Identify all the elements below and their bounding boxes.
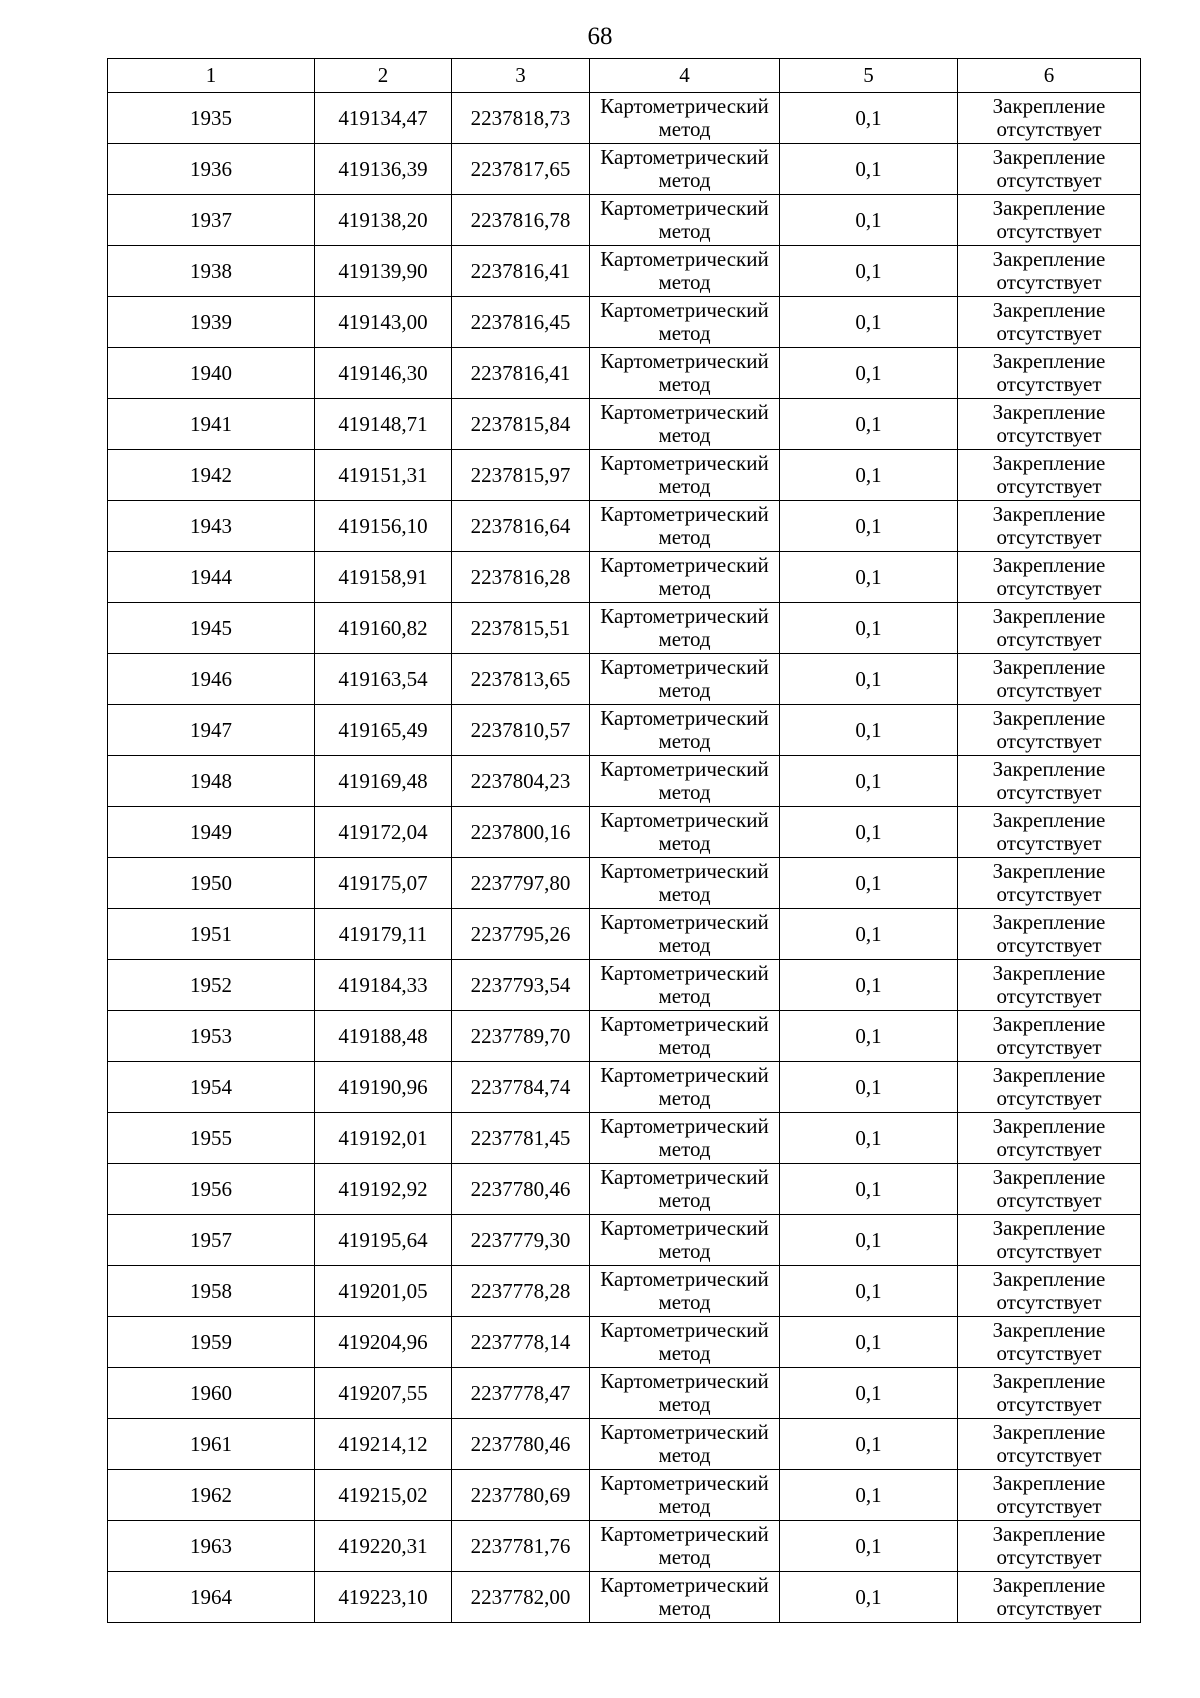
table-row (108, 552, 1141, 603)
cell-method: Картометрический метод (590, 654, 780, 705)
cell-fixing: Закрепление отсутствует (958, 93, 1141, 144)
cell-coordinate-x: 419169,48 (315, 756, 452, 807)
cell-coordinate-x: 419134,47 (315, 93, 452, 144)
cell-method: Картометрический метод (590, 1317, 780, 1368)
table-header-row (108, 59, 1141, 93)
cell-point-number: 1945 (108, 603, 315, 654)
cell-method: Картометрический метод (590, 909, 780, 960)
cell-fixing: Закрепление отсутствует (958, 705, 1141, 756)
cell-accuracy: 0,1 (780, 1011, 958, 1062)
cell-coordinate-x: 419172,04 (315, 807, 452, 858)
cell-accuracy: 0,1 (780, 399, 958, 450)
cell-coordinate-x: 419214,12 (315, 1419, 452, 1470)
cell-coordinate-x: 419156,10 (315, 501, 452, 552)
cell-point-number: 1963 (108, 1521, 315, 1572)
cell-fixing: Закрепление отсутствует (958, 450, 1141, 501)
cell-method: Картометрический метод (590, 450, 780, 501)
cell-accuracy: 0,1 (780, 1572, 958, 1623)
cell-coordinate-y: 2237778,14 (452, 1317, 590, 1368)
cell-fixing: Закрепление отсутствует (958, 1011, 1141, 1062)
header-cell-5: 5 (780, 59, 958, 93)
cell-coordinate-y: 2237813,65 (452, 654, 590, 705)
cell-coordinate-y: 2237815,97 (452, 450, 590, 501)
cell-method: Картометрический метод (590, 756, 780, 807)
cell-point-number: 1955 (108, 1113, 315, 1164)
cell-coordinate-x: 419207,55 (315, 1368, 452, 1419)
table-row (108, 1113, 1141, 1164)
cell-method: Картометрический метод (590, 807, 780, 858)
cell-fixing: Закрепление отсутствует (958, 1164, 1141, 1215)
cell-coordinate-y: 2237816,41 (452, 246, 590, 297)
cell-accuracy: 0,1 (780, 1062, 958, 1113)
cell-point-number: 1938 (108, 246, 315, 297)
table-row (108, 960, 1141, 1011)
cell-method: Картометрический метод (590, 705, 780, 756)
cell-coordinate-y: 2237816,28 (452, 552, 590, 603)
cell-accuracy: 0,1 (780, 1113, 958, 1164)
cell-coordinate-x: 419151,31 (315, 450, 452, 501)
cell-coordinate-x: 419190,96 (315, 1062, 452, 1113)
cell-accuracy: 0,1 (780, 1164, 958, 1215)
cell-method: Картометрический метод (590, 1266, 780, 1317)
header-cell-2: 2 (315, 59, 452, 93)
cell-point-number: 1951 (108, 909, 315, 960)
table-row (108, 1572, 1141, 1623)
cell-coordinate-x: 419163,54 (315, 654, 452, 705)
cell-method: Картометрический метод (590, 1011, 780, 1062)
cell-coordinate-y: 2237816,78 (452, 195, 590, 246)
cell-coordinate-x: 419139,90 (315, 246, 452, 297)
cell-method: Картометрический метод (590, 246, 780, 297)
cell-method: Картометрический метод (590, 1572, 780, 1623)
cell-point-number: 1935 (108, 93, 315, 144)
cell-coordinate-y: 2237780,46 (452, 1164, 590, 1215)
header-cell-4: 4 (590, 59, 780, 93)
cell-accuracy: 0,1 (780, 348, 958, 399)
cell-coordinate-x: 419175,07 (315, 858, 452, 909)
table-row (108, 399, 1141, 450)
cell-method: Картометрический метод (590, 501, 780, 552)
cell-coordinate-y: 2237781,45 (452, 1113, 590, 1164)
table-row (108, 501, 1141, 552)
cell-accuracy: 0,1 (780, 960, 958, 1011)
cell-coordinate-y: 2237778,47 (452, 1368, 590, 1419)
cell-accuracy: 0,1 (780, 1521, 958, 1572)
cell-point-number: 1947 (108, 705, 315, 756)
cell-coordinate-y: 2237780,46 (452, 1419, 590, 1470)
cell-point-number: 1948 (108, 756, 315, 807)
table-row (108, 450, 1141, 501)
cell-fixing: Закрепление отсутствует (958, 858, 1141, 909)
cell-fixing: Закрепление отсутствует (958, 1113, 1141, 1164)
cell-point-number: 1959 (108, 1317, 315, 1368)
cell-method: Картометрический метод (590, 348, 780, 399)
cell-point-number: 1960 (108, 1368, 315, 1419)
cell-coordinate-y: 2237810,57 (452, 705, 590, 756)
cell-point-number: 1941 (108, 399, 315, 450)
header-cell-1: 1 (108, 59, 315, 93)
cell-fixing: Закрепление отсутствует (958, 297, 1141, 348)
cell-point-number: 1949 (108, 807, 315, 858)
table-row (108, 1470, 1141, 1521)
cell-method: Картометрический метод (590, 1470, 780, 1521)
cell-accuracy: 0,1 (780, 1368, 958, 1419)
cell-method: Картометрический метод (590, 1419, 780, 1470)
cell-method: Картометрический метод (590, 1113, 780, 1164)
cell-method: Картометрический метод (590, 1521, 780, 1572)
cell-coordinate-x: 419165,49 (315, 705, 452, 756)
cell-method: Картометрический метод (590, 858, 780, 909)
cell-accuracy: 0,1 (780, 552, 958, 603)
cell-method: Картометрический метод (590, 297, 780, 348)
table-row (108, 246, 1141, 297)
cell-method: Картометрический метод (590, 1215, 780, 1266)
cell-coordinate-y: 2237780,69 (452, 1470, 590, 1521)
table-row (108, 195, 1141, 246)
cell-coordinate-y: 2237793,54 (452, 960, 590, 1011)
cell-coordinate-y: 2237795,26 (452, 909, 590, 960)
header-cell-6: 6 (958, 59, 1141, 93)
cell-point-number: 1953 (108, 1011, 315, 1062)
cell-fixing: Закрепление отсутствует (958, 603, 1141, 654)
cell-coordinate-y: 2237816,45 (452, 297, 590, 348)
cell-accuracy: 0,1 (780, 654, 958, 705)
cell-accuracy: 0,1 (780, 1317, 958, 1368)
cell-method: Картометрический метод (590, 603, 780, 654)
cell-coordinate-y: 2237782,00 (452, 1572, 590, 1623)
cell-fixing: Закрепление отсутствует (958, 756, 1141, 807)
cell-coordinate-x: 419138,20 (315, 195, 452, 246)
cell-point-number: 1957 (108, 1215, 315, 1266)
cell-coordinate-y: 2237804,23 (452, 756, 590, 807)
table-row (108, 1317, 1141, 1368)
cell-coordinate-x: 419136,39 (315, 144, 452, 195)
cell-method: Картометрический метод (590, 93, 780, 144)
cell-coordinate-x: 419215,02 (315, 1470, 452, 1521)
cell-point-number: 1952 (108, 960, 315, 1011)
cell-coordinate-y: 2237818,73 (452, 93, 590, 144)
cell-point-number: 1946 (108, 654, 315, 705)
cell-coordinate-y: 2237781,76 (452, 1521, 590, 1572)
table-row (108, 807, 1141, 858)
table-row (108, 909, 1141, 960)
cell-coordinate-x: 419192,92 (315, 1164, 452, 1215)
cell-method: Картометрический метод (590, 144, 780, 195)
cell-coordinate-x: 419201,05 (315, 1266, 452, 1317)
cell-point-number: 1956 (108, 1164, 315, 1215)
cell-accuracy: 0,1 (780, 246, 958, 297)
cell-method: Картометрический метод (590, 1164, 780, 1215)
table-row (108, 1215, 1141, 1266)
cell-coordinate-y: 2237816,41 (452, 348, 590, 399)
cell-method: Картометрический метод (590, 1368, 780, 1419)
cell-point-number: 1937 (108, 195, 315, 246)
cell-coordinate-y: 2237789,70 (452, 1011, 590, 1062)
cell-method: Картометрический метод (590, 399, 780, 450)
table-row (108, 654, 1141, 705)
table-row (108, 1368, 1141, 1419)
cell-accuracy: 0,1 (780, 909, 958, 960)
cell-fixing: Закрепление отсутствует (958, 807, 1141, 858)
cell-accuracy: 0,1 (780, 297, 958, 348)
table-row (108, 1521, 1141, 1572)
cell-accuracy: 0,1 (780, 705, 958, 756)
table-row (108, 1266, 1141, 1317)
cell-coordinate-y: 2237817,65 (452, 144, 590, 195)
table-row (108, 705, 1141, 756)
cell-method: Картометрический метод (590, 960, 780, 1011)
cell-fixing: Закрепление отсутствует (958, 1419, 1141, 1470)
table-row (108, 858, 1141, 909)
cell-coordinate-x: 419158,91 (315, 552, 452, 603)
table-row (108, 756, 1141, 807)
cell-accuracy: 0,1 (780, 1419, 958, 1470)
cell-point-number: 1958 (108, 1266, 315, 1317)
cell-accuracy: 0,1 (780, 858, 958, 909)
cell-accuracy: 0,1 (780, 603, 958, 654)
cell-coordinate-x: 419204,96 (315, 1317, 452, 1368)
cell-coordinate-x: 419179,11 (315, 909, 452, 960)
coordinates-table (107, 58, 1141, 1623)
table-row (108, 1011, 1141, 1062)
cell-fixing: Закрепление отсутствует (958, 1521, 1141, 1572)
cell-coordinate-x: 419195,64 (315, 1215, 452, 1266)
cell-fixing: Закрепление отсутствует (958, 1368, 1141, 1419)
cell-fixing: Закрепление отсутствует (958, 1572, 1141, 1623)
cell-point-number: 1961 (108, 1419, 315, 1470)
cell-point-number: 1962 (108, 1470, 315, 1521)
table-row (108, 1164, 1141, 1215)
cell-coordinate-x: 419220,31 (315, 1521, 452, 1572)
cell-coordinate-x: 419188,48 (315, 1011, 452, 1062)
cell-coordinate-x: 419160,82 (315, 603, 452, 654)
cell-fixing: Закрепление отсутствует (958, 144, 1141, 195)
cell-fixing: Закрепление отсутствует (958, 1266, 1141, 1317)
table-row (108, 144, 1141, 195)
page-number: 68 (587, 23, 613, 50)
cell-method: Картометрический метод (590, 195, 780, 246)
cell-coordinate-y: 2237797,80 (452, 858, 590, 909)
cell-fixing: Закрепление отсутствует (958, 909, 1141, 960)
table-row (108, 1062, 1141, 1113)
cell-accuracy: 0,1 (780, 144, 958, 195)
cell-fixing: Закрепление отсутствует (958, 246, 1141, 297)
cell-coordinate-x: 419146,30 (315, 348, 452, 399)
cell-accuracy: 0,1 (780, 195, 958, 246)
table-row (108, 297, 1141, 348)
cell-coordinate-x: 419192,01 (315, 1113, 452, 1164)
cell-fixing: Закрепление отсутствует (958, 1215, 1141, 1266)
cell-point-number: 1936 (108, 144, 315, 195)
table-body (108, 93, 1141, 1623)
cell-method: Картометрический метод (590, 552, 780, 603)
cell-coordinate-x: 419184,33 (315, 960, 452, 1011)
cell-accuracy: 0,1 (780, 93, 958, 144)
cell-accuracy: 0,1 (780, 450, 958, 501)
cell-point-number: 1940 (108, 348, 315, 399)
cell-fixing: Закрепление отсутствует (958, 1470, 1141, 1521)
cell-fixing: Закрепление отсутствует (958, 399, 1141, 450)
cell-point-number: 1954 (108, 1062, 315, 1113)
cell-coordinate-y: 2237816,64 (452, 501, 590, 552)
header-cell-3: 3 (452, 59, 590, 93)
cell-coordinate-y: 2237778,28 (452, 1266, 590, 1317)
cell-coordinate-y: 2237779,30 (452, 1215, 590, 1266)
cell-fixing: Закрепление отсутствует (958, 195, 1141, 246)
table-row (108, 603, 1141, 654)
cell-coordinate-x: 419143,00 (315, 297, 452, 348)
cell-coordinate-x: 419148,71 (315, 399, 452, 450)
cell-accuracy: 0,1 (780, 756, 958, 807)
cell-point-number: 1950 (108, 858, 315, 909)
cell-fixing: Закрепление отсутствует (958, 501, 1141, 552)
cell-point-number: 1942 (108, 450, 315, 501)
table-row (108, 1419, 1141, 1470)
table-row (108, 348, 1141, 399)
cell-point-number: 1943 (108, 501, 315, 552)
cell-accuracy: 0,1 (780, 1266, 958, 1317)
cell-fixing: Закрепление отсутствует (958, 1317, 1141, 1368)
cell-fixing: Закрепление отсутствует (958, 552, 1141, 603)
cell-fixing: Закрепление отсутствует (958, 960, 1141, 1011)
cell-coordinate-y: 2237815,84 (452, 399, 590, 450)
cell-coordinate-x: 419223,10 (315, 1572, 452, 1623)
cell-accuracy: 0,1 (780, 1215, 958, 1266)
cell-accuracy: 0,1 (780, 807, 958, 858)
cell-accuracy: 0,1 (780, 1470, 958, 1521)
cell-method: Картометрический метод (590, 1062, 780, 1113)
cell-coordinate-y: 2237784,74 (452, 1062, 590, 1113)
cell-accuracy: 0,1 (780, 501, 958, 552)
cell-coordinate-y: 2237815,51 (452, 603, 590, 654)
table-row (108, 93, 1141, 144)
cell-fixing: Закрепление отсутствует (958, 1062, 1141, 1113)
cell-fixing: Закрепление отсутствует (958, 654, 1141, 705)
cell-point-number: 1964 (108, 1572, 315, 1623)
cell-coordinate-y: 2237800,16 (452, 807, 590, 858)
cell-fixing: Закрепление отсутствует (958, 348, 1141, 399)
cell-point-number: 1944 (108, 552, 315, 603)
cell-point-number: 1939 (108, 297, 315, 348)
